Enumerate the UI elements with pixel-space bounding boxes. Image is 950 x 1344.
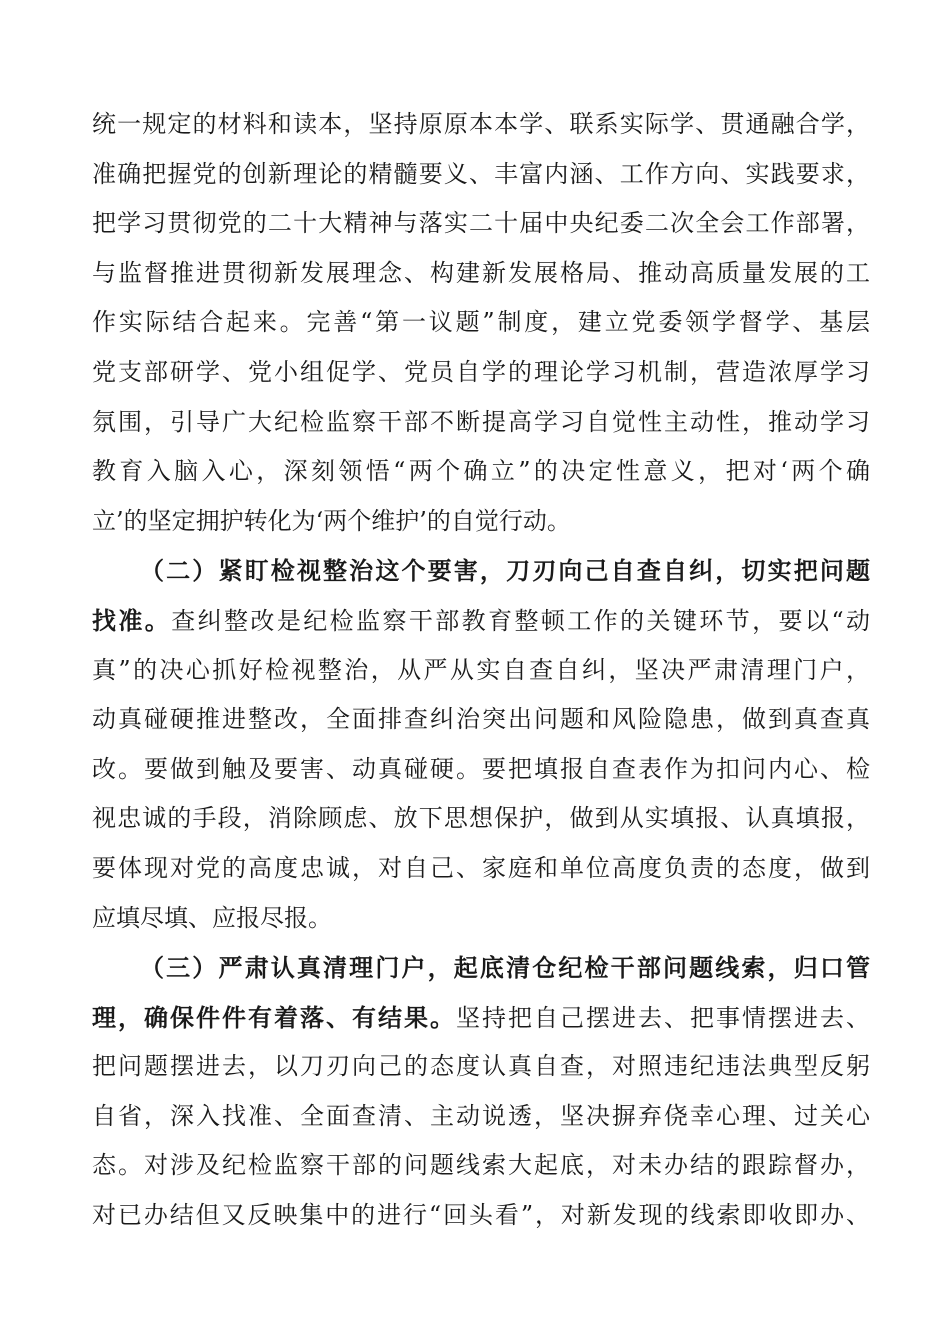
paragraph-2-heading-line-2: 找准。: [92, 605, 172, 635]
paragraph-1-line-9: 立’的坚定拥护转化为‘两个维护’的自觉行动。: [92, 506, 571, 535]
paragraph-2-heading-line-1: （二）紧盯检视整治这个要害，刀刃向己自查自纠，切实把问题: [140, 556, 870, 586]
paragraph-3-line-2-rest: 坚持把自己摆进去、把事情摆进去、: [456, 1003, 870, 1032]
paragraph-2-line-5: 改。要做到触及要害、动真碰硬。要把填报自查表作为扣问内心、检: [92, 754, 870, 783]
paragraph-3-heading-line-1: （三）严肃认真清理门户，起底清仓纪检干部问题线索，归口管: [140, 953, 870, 983]
paragraph-1-line-2: 准确把握党的创新理论的精髓要义、丰富内涵、工作方向、实践要求，: [92, 159, 870, 188]
paragraph-1-line-1: 统一规定的材料和读本，坚持原原本本学、联系实际学、贯通融合学，: [92, 110, 870, 138]
paragraph-2-line-2: [92, 596, 870, 646]
paragraph-1-line-4: 与监督推进贯彻新发展理念、构建新发展格局、推动高质量发展的工: [92, 258, 870, 287]
paragraph-3-line-4: 自省，深入找准、全面查清、主动说透，坚决摒弃侥幸心理、过关心: [92, 1101, 870, 1130]
paragraph-2-line-7: 要体现对党的高度忠诚，对自己、家庭和单位高度负责的态度，做到: [92, 853, 870, 882]
paragraph-1-line-6: 党支部研学、党小组促学、党员自学的理论学习机制，营造浓厚学习: [92, 357, 870, 386]
paragraph-2-line-4: 动真碰硬推进整改，全面排查纠治突出问题和风险隐患，做到真查真: [92, 705, 870, 734]
paragraph-2-line-8: 应填尽填、应报尽报。: [92, 903, 332, 932]
document-body: [92, 100, 870, 1241]
paragraph-1-line-7: 氛围，引导广大纪检监察干部不断提高学习自觉性主动性，推动学习: [92, 407, 870, 436]
paragraph-2-line-2-rest: 查纠整改是纪检监察干部教育整顿工作的关键环节，要以“动: [171, 606, 870, 635]
paragraph-1-line-3: 把学习贯彻党的二十大精神与落实二十届中央纪委二次全会工作部署，: [92, 209, 870, 238]
paragraph-1-line-5: 作实际结合起来。完善“第一议题”制度，建立党委领学督学、基层: [92, 308, 870, 337]
paragraph-3-line-2: [92, 993, 870, 1043]
paragraph-2-line-6: 视忠诚的手段，消除顾虑、放下思想保护，做到从实填报、认真填报，: [92, 804, 870, 833]
paragraph-1-line-8: 教育入脑入心，深刻领悟“两个确立”的决定性意义，把对‘两个确: [92, 457, 870, 486]
paragraph-3-line-3: 把问题摆进去，以刀刃向己的态度认真自查，对照违纪违法典型反躬: [92, 1052, 870, 1081]
paragraph-3-heading-line-2: 理，确保件件有着落、有结果。: [92, 1002, 456, 1032]
paragraph-2-line-3: 真”的决心抓好检视整治，从严从实自查自纠，坚决严肃清理门户，: [92, 655, 870, 684]
paragraph-3-line-6: 对已办结但又反映集中的进行“回头看”，对新发现的线索即收即办、: [92, 1201, 870, 1230]
paragraph-3-line-5: 态。对涉及纪检监察干部的问题线索大起底，对未办结的跟踪督办，: [92, 1151, 870, 1180]
